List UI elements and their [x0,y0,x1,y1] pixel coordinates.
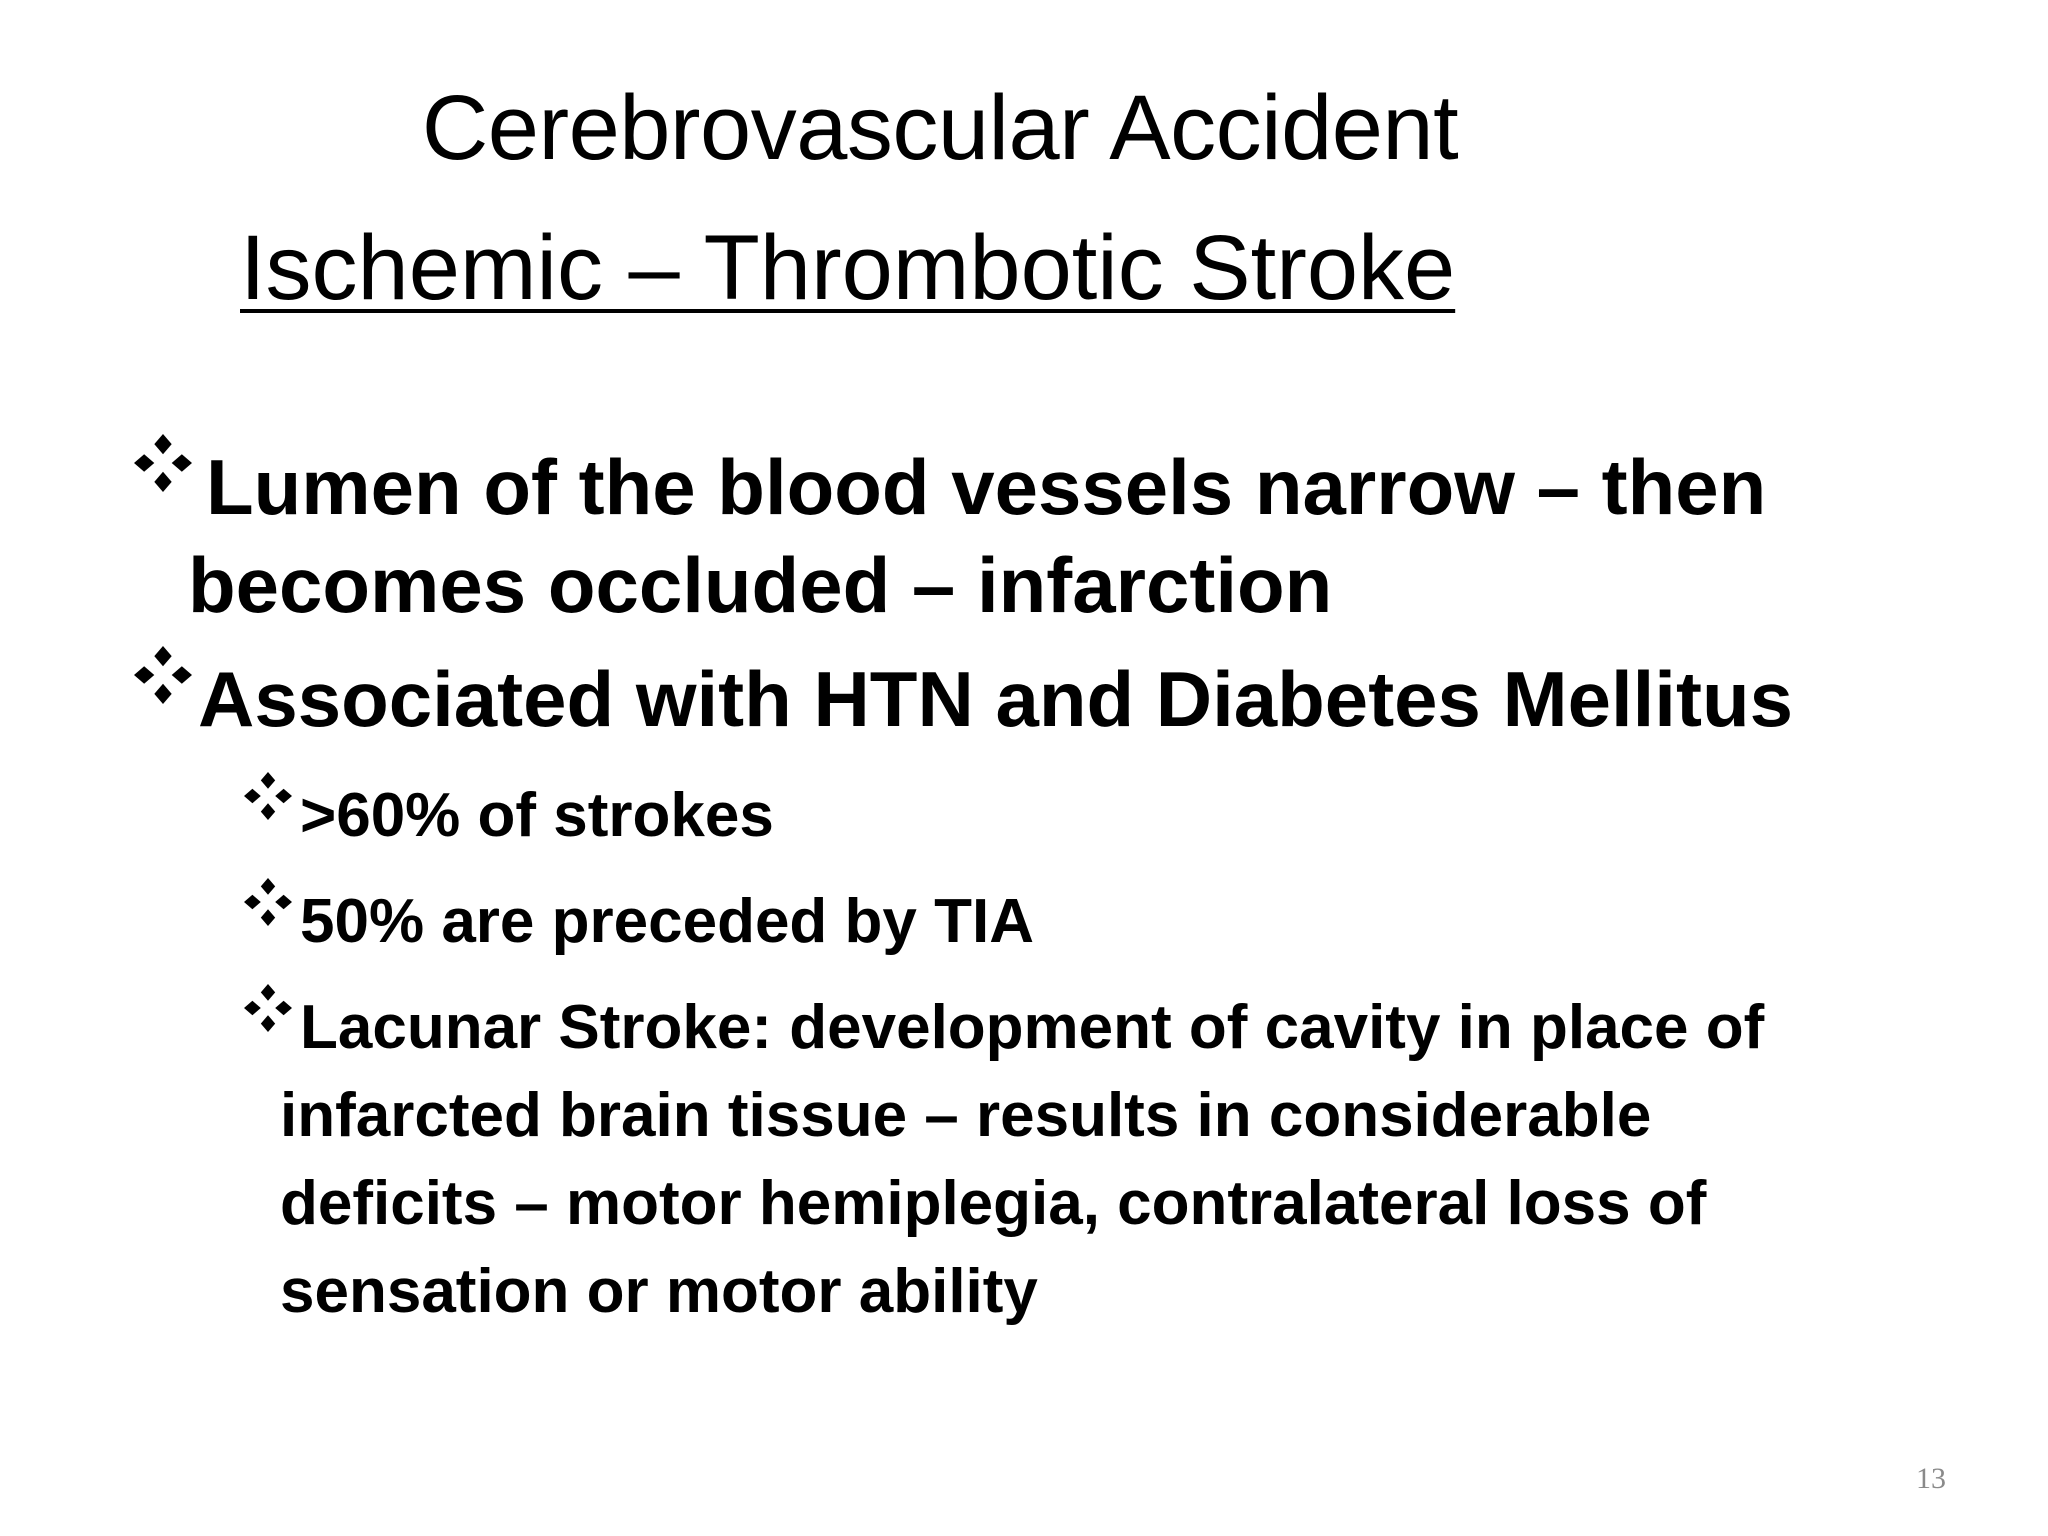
bullet-item [134,438,1766,634]
four-diamond-bullet-icon [244,984,292,1032]
slide-title: Cerebrovascular Accident [421,77,1459,179]
sub-bullet-item [244,878,1034,966]
four-diamond-bullet-icon [244,878,292,926]
sub-bullet-text-continuation: sensation or motor ability [280,1257,1038,1326]
bullet-text: Associated with HTN and Diabetes Mellitus [198,655,1793,743]
page-number: 13 [1916,1462,1946,1495]
bullet-text-continuation: becomes occluded – infarction [188,541,1333,629]
bullet-text: Lumen of the blood vessels narrow – then [206,443,1767,531]
four-diamond-bullet-icon [244,772,292,820]
sub-bullet-text: Lacunar Stroke: development of cavity in place of [300,993,1765,1062]
bullet-item [134,650,1793,748]
sub-bullet-text-continuation: deficits – motor hemiplegia, contralateral loss of [280,1169,1707,1238]
slide-subtitle: Ischemic – Thrombotic Stroke [240,217,1456,319]
four-diamond-bullet-icon [134,434,192,492]
four-diamond-bullet-icon [134,646,192,704]
sub-bullet-text: 50% are preceded by TIA [300,887,1034,956]
sub-bullet-text-continuation: infarcted brain tissue – results in considerable [280,1081,1652,1150]
sub-bullet-item [244,984,1764,1336]
sub-bullet-item [244,772,774,860]
sub-bullet-text: >60% of strokes [300,781,774,850]
